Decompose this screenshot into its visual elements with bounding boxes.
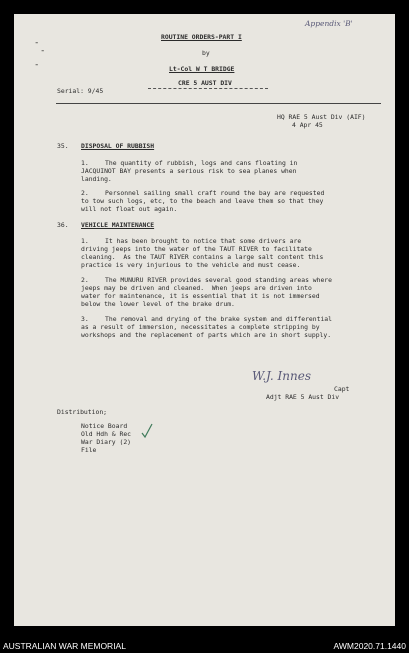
paragraph-line: workshops and the replacement of parts which are in short supply.: [81, 331, 332, 339]
paragraph-line: below the lower level of the brake drum.: [81, 300, 235, 308]
distribution-item: War Diary (2): [81, 438, 132, 446]
paragraph-line: as a result of immersion, necessitates a complete stripping by: [81, 323, 320, 331]
by-line: by: [202, 49, 210, 57]
paragraph-line: water for maintenance, it is essential that it is not immersed: [81, 292, 320, 300]
paragraph-number: 1.: [81, 159, 89, 167]
paragraph-line: driving jeeps into the water of the TAUT RIVER to facilitate: [81, 245, 312, 253]
document-page: [14, 14, 395, 626]
order-date: 4 Apr 45: [292, 121, 323, 129]
paragraph-line: jeeps may be driven and cleaned. When jeeps are driven into: [81, 284, 312, 292]
footer-accession: AWM2020.71.1440: [333, 641, 406, 651]
footer-credit: AUSTRALIAN WAR MEMORIAL: [3, 641, 126, 651]
signature: W.J. Innes: [252, 369, 312, 383]
distribution-label: Distribution;: [57, 408, 108, 416]
paragraph-number: 1.: [81, 237, 89, 245]
order-title: ROUTINE ORDERS-PART I: [161, 33, 242, 41]
paragraph-line: to tow such logs, etc, to the beach and leave them so that they: [81, 197, 324, 205]
paragraph-line: It has been brought to notice that some drivers are: [105, 237, 302, 245]
header-divider: [56, 103, 381, 104]
paragraph-number: 2.: [81, 189, 89, 197]
section-number: 35.: [57, 142, 69, 150]
paragraph-line: The removal and drying of the brake system and differential: [105, 315, 333, 323]
signatory-rank: Capt: [334, 385, 350, 393]
section-heading: VEHICLE MAINTENANCE: [81, 221, 155, 229]
binding-mark: -: [34, 38, 40, 48]
handwritten-note: Appendix 'B': [305, 19, 353, 28]
paragraph-line: Personnel sailing small craft round the bay are requested: [105, 189, 325, 197]
distribution-item: File: [81, 446, 97, 454]
paragraph-line: landing.: [81, 175, 112, 183]
hq-line: HQ RAE 5 Aust Div (AIF): [277, 113, 366, 121]
check-mark-icon: [141, 423, 153, 439]
paragraph-line: The MUNURU RIVER provides several good standing areas where: [105, 276, 333, 284]
title-rule: [148, 88, 268, 89]
paragraph-line: will not float out again.: [81, 205, 178, 213]
distribution-item: Old Hdh & Rec: [81, 430, 132, 438]
distribution-item: Notice Board: [81, 422, 128, 430]
paragraph-line: cleaning. As the TAUT RIVER contains a large salt content this: [81, 253, 324, 261]
archive-footer: [0, 636, 409, 653]
paragraph-number: 3.: [81, 315, 89, 323]
section-heading: DISPOSAL OF RUBBISH: [81, 142, 155, 150]
paragraph-number: 2.: [81, 276, 89, 284]
section-number: 36.: [57, 221, 69, 229]
binding-mark: -: [40, 46, 46, 56]
binding-mark: -: [34, 60, 40, 70]
signatory-role: Adjt RAE 5 Aust Div: [266, 393, 340, 401]
paragraph-line: practice is very injurious to the vehicle and must cease.: [81, 261, 301, 269]
paragraph-line: JACQUINOT BAY presents a serious risk to sea planes when: [81, 167, 297, 175]
author-role: CRE 5 AUST DIV: [178, 79, 232, 87]
serial-number: Serial: 9/45: [57, 87, 104, 95]
author-name: Lt-Col W T BRIDGE: [169, 65, 235, 73]
paragraph-line: The quantity of rubbish, logs and cans floating in: [105, 159, 298, 167]
